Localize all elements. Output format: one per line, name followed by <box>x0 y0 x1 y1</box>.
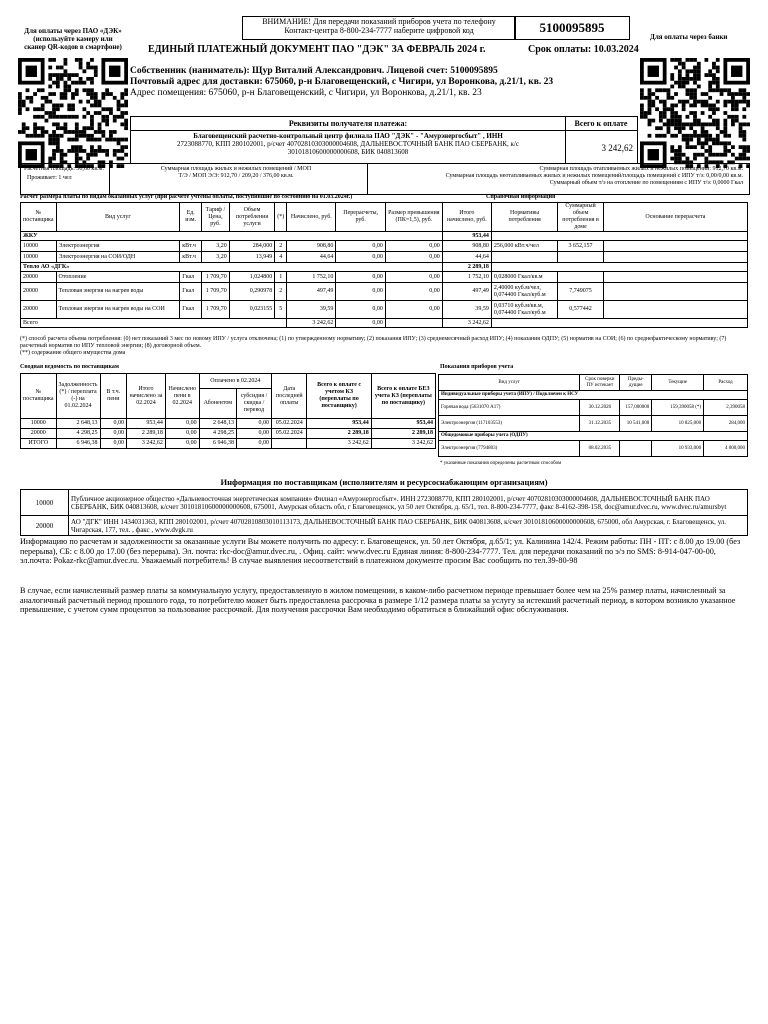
summary-row: 10000 2 648,13 0,00 953,44 0,00 2 648,13 0,00 05.02.2024 953,44 953,44 <box>21 419 436 429</box>
meter-row: Горячая вода (5631070 А17) 30.12.2026 157,000000 159,390058 (*) 2,390058 <box>439 400 748 416</box>
payee-head: Реквизиты получателя платежа: <box>288 119 408 128</box>
supplier-row: 20000 АО "ДГК" ИНН 1434031363, КПП 280102001, р/счет 40702810803010113173, ДАЛЬНЕВОСТОЧНЫЙ БАНК ПАО СБЕРБАНК, БИК 040813608, к/счет 30101810600000000608, 675000, обл Амурская, г. Благовещенск, ул. Чигарская, 177, тел. , факс , www.dvgk.ru <box>21 516 748 536</box>
installment-paragraph: В случае, если начисленный размер платы за коммунальную услугу, предоставленную в жилом помещении, в каком-либо расчетном периоде превышает более чем на 25% размер платы, начисленный за аналогичный расчетный период прошлого года, то потребителю может быть предоставлена рассрочка в размере 1/12 размера платы за услугу за истекший расчетный период, в котором возникло указанное превышение, с учетом сумм процентов за пользование рассрочкой. Для получения рассрочки Вам необходимо обратиться в ближайший офис обслуживания. <box>20 586 736 615</box>
info-paragraph: Информацию по расчетам и задолженности за оказанные услуги Вы можете получить по адресу: г. Благовещенск, ул. 50 лет Октября, д.65/1; ул. Калинина 142/4. Режим работы: ПН - ПТ: с 8.00 до 19.00 (без перерыва), СБ: с 8.00 до 17.00 (без перерыва). Эл. почта: rkc-doc@amur.dvec.ru, . Офиц. сайт: www.dvec.ru Единая линия: 8-800-234-7777. Тел. для передачи показаний по э/э по SMS: 8-914-047-00-00, эл.почта: Pokaz-rkc@amur.dvec.ru. Уважаемый потребитель! В случае выявления несоответствий в платежном документе просим Вас сообщить по тел.39-80-98 <box>20 537 741 566</box>
due-date: Срок оплаты: 10.03.2024 <box>528 44 639 55</box>
summary-table: № поставщика Задолженность (*) / переплата (-) на 01.02.2024 В т.ч. пени Итого начислено за 02.2024 Начислено пени в 02.2024 Оплачено в 02.2024 Дата последней оплаты Всего к оплате с учетом КЗ (переплаты по поставщику) Всего к оплате БЕЗ учета КЗ (переплаты по поставщику) Абонентом субсидия / скидка / перевод 10000 2 648,13 0,00 953,44 0,00 2 648,13 0,00 05.02.2024 953,44 953,44 20000 4 298,25 0,00 2 289,18 0,00 4 298,25 0,00 05.02.2024 2 289,18 2 289,18 ИТОГО 6 946,38 0,00 3 242,62 0,00 6 946,38 0,00 3 242,62 3 242,62 <box>20 373 436 449</box>
supplier-row: 10000 Публичное акционерное общество «Дальневосточная энергетическая компания» Филиал «Амурэнергосбыт». ИНН 2723088770, КПП 280102001, р/счет 40702810303000004608, ДАЛЬНЕВОСТОЧНЫЙ БАНК ПАО СБЕРБАНК, БИК 040813608, к/счет 30101810600000000608, 675001, Амурская область обл, г Благовещенск, ул 50 лет Октября, д. 65/1, тел. 8-800-234-7777, факс 8-4162-398-158, doc@amur.dvec.ru, www.dvec.ru/amursbyt <box>21 490 748 516</box>
meter-row: Электроэнергия (7794803) 08.02.2035 10 933,000 4 000,000 <box>439 441 748 457</box>
owner-block <box>130 66 635 99</box>
services-title: Расчет размера платы по видам оказанных услуг (при расчете учтены оплаты, поступившие по состоянию на 01.03.2024г.) <box>20 194 353 200</box>
bank-note: Для оплаты через банки <box>650 33 728 41</box>
payee-details: Благовещенский расчетно-контрольный центр филиала ПАО "ДЭК" - "Амурэнергосбыт" , ИНН 2723088770, КПП 280102001, р/счет 40702810303000004608, ДАЛЬНЕВОСТОЧНЫЙ БАНК ПАО СБЕРБАНК, к/с 30101810600000000608, БИК 040813608 <box>177 132 519 156</box>
service-row: 20000 Тепловая энергия на нагрев воды Гкал 1 709,70 0,290978 2 497,49 0,00 0,00 497,49 2,40000 куб.м/чел, 0,074400 Гкал/куб.м 7,749075 <box>21 283 748 301</box>
qr-code-left <box>18 58 128 168</box>
postal-address: Почтовый адрес для доставки: 675060, р-н Благовещенский, с Чигири, ул Воронкова, д.21/1, кв. 23 <box>130 77 554 87</box>
phone-notice: ВНИМАНИЕ! Для передачи показаний приборов учета по телефону Контакт-центра 8-800-234-7777 наберите цифровой код <box>242 16 516 40</box>
service-row: 20000 Тепловая энергия на нагрев воды на СОИ Гкал 1 709,70 0,023155 5 39,59 0,00 0,00 39,59 0,03710 куб.м/кв.м, 0,074400 Гкал/куб.м 0,577442 <box>21 301 748 319</box>
meters-table: Вид услуг Срок поверки ПУ истекает Преды-дущие Текущие Расход Индивидуальные приборы учета (ИПУ) / Подключен к НСУ Горячая вода (5631070 А17) 30.12.2026 157,000000 159,390058 (*) 2,390058 Электроэнергия (117103553) 31.12.2035 10 541,000 10 825,000 284,000 Общедомовые приборы учета (ОДПУ) Электроэнергия (7794803) 08.02.2035 10 933,000 4 000,000 <box>438 374 748 457</box>
summary-title: Сводная ведомость по поставщикам <box>20 364 119 370</box>
area-block: Расчетная площадь: 56,60 кв.м. Проживает: 1 чел Суммарная площадь жилых и нежилых помещений / МОП Т/Э / МОП Э/Э: 912,70 / 209,20 / 376,00 кв.м. Суммарная площадь отапливаемых жилых и нежилых помещений: 912,70 кв.м. Суммарная площадь неотапливаемых жилых и нежилых помещений/площадь помещений с ИПУ т/э: 0,00/0,00 кв.м. Суммарный объем т/э на отопление по помещениям с ИПУ т/э: 0,0000 Гкал <box>20 163 750 195</box>
meters-title: Показания приборов учета <box>440 364 514 370</box>
group-row: ЖКУ 953,44 <box>21 232 748 241</box>
service-row: 10000 Электроэнергия кВт.ч 3,20 284,000 2 908,80 0,00 0,00 908,80 256,000 кВт.ч/чел 3 652,157 <box>21 241 748 252</box>
doc-title: ЕДИНЫЙ ПЛАТЕЖНЫЙ ДОКУМЕНТ ПАО "ДЭК" ЗА ФЕВРАЛЬ 2024 г. <box>148 44 486 55</box>
reference-title: Справочная информация <box>486 194 556 200</box>
premises-address: Адрес помещения: 675060, р-н Благовещенский, с Чигири, ул Воронкова, д.21/1, кв. 23 <box>130 88 482 98</box>
summary-row: 20000 4 298,25 0,00 2 289,18 0,00 4 298,25 0,00 05.02.2024 2 289,18 2 289,18 <box>21 429 436 439</box>
group-row: Тепло АО «ДГК» 2 289,18 <box>21 263 748 272</box>
services-header: № поставщика Вид услуг Ед. изм. Тариф / Цена, руб. Объем потребления услуги (*) Начислено, руб. Перерасчеты, руб. Размер превышения (ПК=1,5), руб. Итого начислено, руб. Нормативы потребления Суммарный объем потребления в доме Основание перерасчета <box>21 203 748 232</box>
qr-code-right <box>640 58 750 168</box>
suppliers-title: Информация по поставщикам (исполнителям и ресурсоснабжающим организациям) <box>220 477 548 487</box>
meter-row: Электроэнергия (117103553) 31.12.2035 10 541,000 10 825,000 284,000 <box>439 416 748 432</box>
payee-box <box>130 116 638 164</box>
qr-left-note: Для оплаты через ПАО «ДЭК» (используйте камеру или сканер QR-кодов в смартфоне) <box>24 27 122 51</box>
summary-total-row: ИТОГО 6 946,38 0,00 3 242,62 0,00 6 946,38 0,00 3 242,62 3 242,62 <box>21 439 436 449</box>
total-head: Всего к оплате <box>574 119 628 128</box>
account-code: 5100095895 <box>514 16 630 40</box>
footnote: (*) способ расчета объема потребления: (0) нет показаний 3 мес по новому ИПУ / услуга отключена; (1) по утвержденному нормативу; (2) показания ИПУ; (3) среднемесячный расход ИПУ; (4) показания ОДПУ; (5) норматив на СОИ; (6) по среднефактическому нормативу; (7) расчетный норматив по ИПУ тепловой энергии; (8) договорной объем. (**) содержание общего имущества дома <box>20 336 727 356</box>
services-table <box>20 202 748 328</box>
owner-line: Собственник (наниматель): Щур Виталий Александрович. Лицевой счет: 5100095895 <box>130 66 498 76</box>
grand-total-row: Всего 3 242,62 0,00 3 242,62 <box>21 319 748 328</box>
total-amount: 3 242,62 <box>601 143 633 153</box>
service-row: 10000 Электроэнергия на СОИ/ОДН кВт.ч 3,20 13,949 4 44,64 0,00 0,00 44,64 <box>21 252 748 263</box>
service-row: 20000 Отопление Гкал 1 709,70 1,024800 1 1 752,10 0,00 0,00 1 752,10 0,028000 Гкал/кв.м <box>21 272 748 283</box>
suppliers-table <box>20 489 748 536</box>
meters-note: * указанные показания определены расчетным способом <box>440 461 562 466</box>
